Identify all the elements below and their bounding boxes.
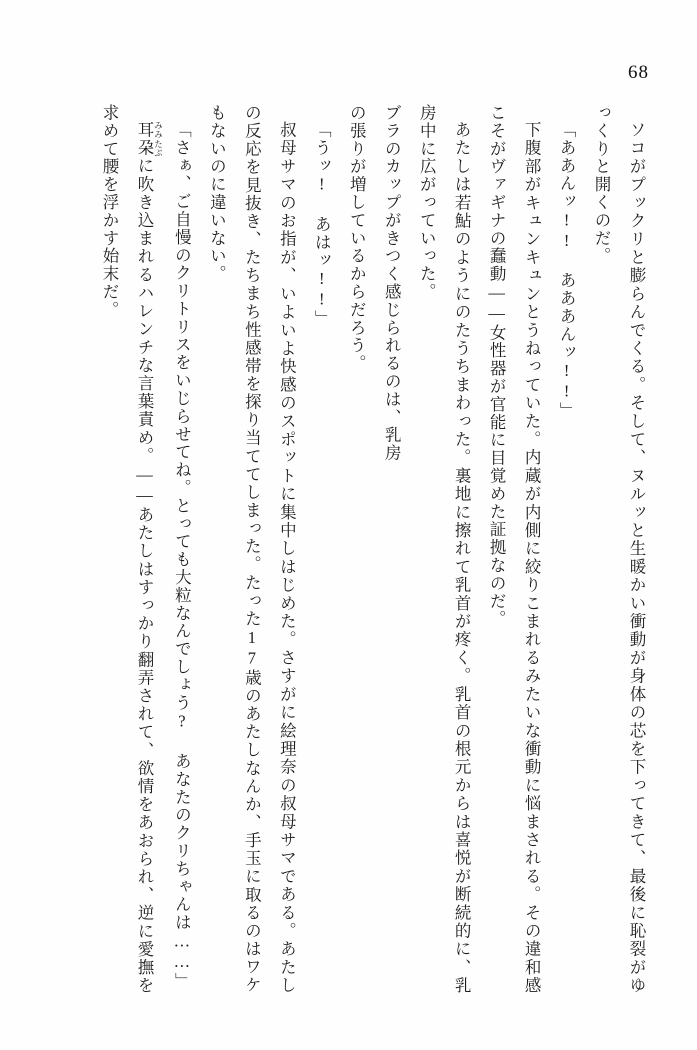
paragraph: 「さぁ、ご自慢のクリトリスをいじらせてね。とっても大粒なんでしょう? あなたのクリちゃんは……」	[172, 120, 192, 990]
paragraph: 「うッ! あはッ!!」	[312, 120, 332, 328]
paragraph: 叔母サマのお指が、いよいよ快感のスポットに集中しはじめた。さすがに絵理奈の叔母サマである。あたしの反応を見抜き、たちまち性感帯を探り当ててしまった。たった17歳のあたしなんか、手玉に取るのはワケもないのに違いない。	[207, 104, 297, 994]
paragraph: 「ああんッ!! あああんッ!!」	[557, 120, 577, 420]
ruby-annotation	[134, 120, 164, 157]
page-number: 68	[628, 62, 649, 83]
paragraph-tail: に吹き込まれるハレンチな言葉責め。——あたしはすっかり翻弄されて、欲情をあおられ、逆に愛撫を求めて腰を浮かす始末だ。	[99, 104, 154, 994]
paragraph: の張りが増しているからだろう。	[347, 104, 367, 373]
paragraph-with-ruby	[91, 104, 163, 994]
paragraph: 下腹部がキュンキュンとうねっていた。内蔵が内側に絞りこまれるみたいな衝動に悩まされる。その違和感こそがヴァギナの蠢動——女性器が官能に目覚めた証拠なのだ。	[487, 104, 542, 994]
ruby-base: 耳朶	[134, 120, 154, 157]
paragraph: ブラのカップがきつく感じられるのは、乳房	[382, 104, 402, 462]
ruby-text: みみたぶ	[153, 120, 164, 157]
paragraph: ソコがプックリと膨らんでくる。そして、ヌルッと生暖かい衝動が身体の芯を下ってきて、最後に恥裂がゆっくりと開くのだ。	[592, 104, 646, 994]
paragraph: あたしは若鮎のようにのたうちまわった。裏地に擦れて乳首が疼く。乳首の根元からは喜悦が断続的に、乳房中に広がっていった。	[417, 104, 472, 994]
page-body-text	[53, 104, 653, 994]
